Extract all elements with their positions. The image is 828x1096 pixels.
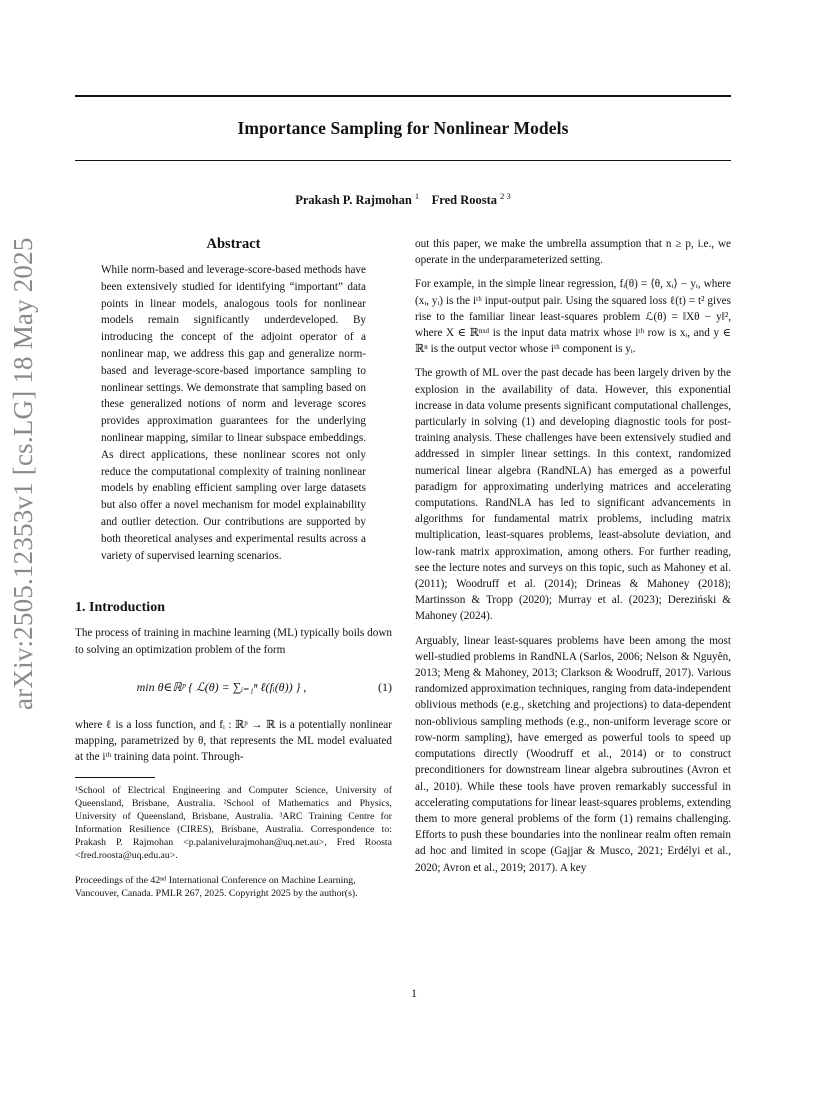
author-affiliation: 1 xyxy=(414,191,420,201)
proceedings-note: Proceedings of the 42ⁿᵈ International Conference on Machine Learning, Vancouver, Canada. PMLR 267, 2025. Copyright 2025 by the author(s). xyxy=(75,875,358,900)
paper-title: Importance Sampling for Nonlinear Models xyxy=(237,118,569,138)
intro-paragraph: where ℓ is a loss function, and fᵢ : ℝᵖ → ℝ is a potentially nonlinear mapping, parametrized by θ, that represents the ML model evaluated at the iᵗʰ training data point. Through- xyxy=(75,718,392,764)
section-heading-introduction: 1. Introduction xyxy=(75,600,165,616)
right-column xyxy=(415,236,731,884)
abstract-text: While norm-based and leverage-score-based methods have been extensively studied for identifying “important” data points in linear models, analogous tools for nonlinear models remain significantly underdeveloped. By introducing the concept of the adjoint operator of a nonlinear map, we address this gap and generalize norm-based and leverage-score-based importance sampling to nonlinear settings. We demonstrate that sampling based on these generalized notions of norm and leverage scores provides approximation guarantees for the underlying nonlinear mapping, similar to linear subspace embeddings. As direct applications, these nonlinear scores not only reduce the computational complexity of training nonlinear models by enabling efficient sampling over large datasets but also offer a novel mechanism for model explainability and outlier detection. Our contributions are supported by both theoretical analyses and experimental results across a variety of supervised learning scenarios. xyxy=(101,264,366,562)
author-affiliation: 2 3 xyxy=(500,191,511,201)
body-paragraph: out this paper, we make the umbrella assumption that n ≥ p, i.e., we operate in the underparameterized setting. xyxy=(415,238,731,267)
title-bottom-rule xyxy=(75,160,731,161)
body-paragraph: Arguably, linear least-squares problems have been among the most well-studied problems in RandNLA (Sarlos, 2006; Nelson & Nguyên, 2013; Meng & Mahoney, 2013; Clarkson & Woodruff, 2017). Various randomized approximation techniques, ranging from data-independent oblivious methods (e.g., sketching and projections) to data-dependent non-oblivious sampling methods (e.g., non-uniform leverage score or row-norm sampling), have emerged as powerful tools to speed up computations directly (Woodruff et al., 2014) or to construct preconditioners for downstream linear algebra subroutines (Avron et al., 2010). While these tools have proven remarkably successful in accelerating computations for linear least-squares problems, extending them to more general problems of the form (1) remains challenging. Efforts to push these boundaries into the nonlinear realm often remain ad hoc and limited in scope (Gajjar & Musco, 2021; Erdélyi et al., 2020; Avron et al., 2019; 2017). A key xyxy=(415,634,731,874)
equation-number: (1) xyxy=(378,680,392,695)
body-paragraph: The growth of ML over the past decade has been largely driven by the explosion in the availability of data. However, this exponential increase in data volume presents significant computational challenges, particularly in solving (1) and developing diagnostic tools for post-training analysis. These challenges have been extensively studied and addressed in simpler linear settings. In this context, randomized numerical linear algebra (RandNLA) has emerged as a powerful paradigm for approximating underlying matrices and accelerating computations. RandNLA has led to significant advancements in algorithms for fundamental matrix problems, including matrix multiplication, least-squares problems, least-absolute deviation, and low-rank matrix approximation, among others. For further reading, see the lecture notes and surveys on this topic, such as Mahoney et al. (2011); Woodruff et al. (2014); Drineas & Mahoney (2018); Martinsson & Tropp (2020); Murray et al. (2023); Dereziński & Mahoney (2024). xyxy=(415,367,731,623)
affiliations-footnote: ¹School of Electrical Engineering and Computer Science, University of Queensland, Brisbane, Australia. ²School of Mathematics and Physics, University of Queensland, Brisbane, Australia. ³ARC Training Centre for Information Resilience (CIRES), Brisbane, Australia. Correspondence to: Prakash P. Rajmohan <p.palanivelurajmohan@uq.net.au>, Fred Roosta <fred.roosta@uq.edu.au>. xyxy=(75,785,392,862)
abstract-heading: Abstract xyxy=(206,236,261,252)
author-name: Prakash P. Rajmohan xyxy=(295,193,412,208)
author-name: Fred Roosta xyxy=(431,193,498,208)
body-paragraph: For example, in the simple linear regression, fᵢ(θ) = ⟨θ, xᵢ⟩ − yᵢ, where (xᵢ, yᵢ) is the iᵗʰ input-output pair. Using the squared loss ℓ(t) = t² gives rise to the familiar linear least-squares problem ℒ(θ) = ‖Xθ − y‖², where X ∈ ℝⁿˣᵈ is the input data matrix whose iᵗʰ row is xᵢ, and y ∈ ℝⁿ is the output vector whose iᵗʰ component is yᵢ. xyxy=(415,278,731,356)
footnote-rule xyxy=(75,777,155,778)
left-column xyxy=(75,236,392,900)
equation-body: min θ∈ℝᵖ { ℒ(θ) = ∑ᵢ₌₁ⁿ ℓ(fᵢ(θ)) } , xyxy=(136,680,307,695)
page-number: 1 xyxy=(411,986,417,1000)
arxiv-sidebar-id: arXiv:2505.12353v1 [cs.LG] 18 May 2025 xyxy=(8,237,38,710)
title-top-rule xyxy=(75,95,731,97)
equation-1 xyxy=(75,668,392,708)
intro-paragraph: The process of training in machine learning (ML) typically boils down to solving an optimization problem of the form xyxy=(75,627,392,656)
author-list xyxy=(75,191,731,208)
